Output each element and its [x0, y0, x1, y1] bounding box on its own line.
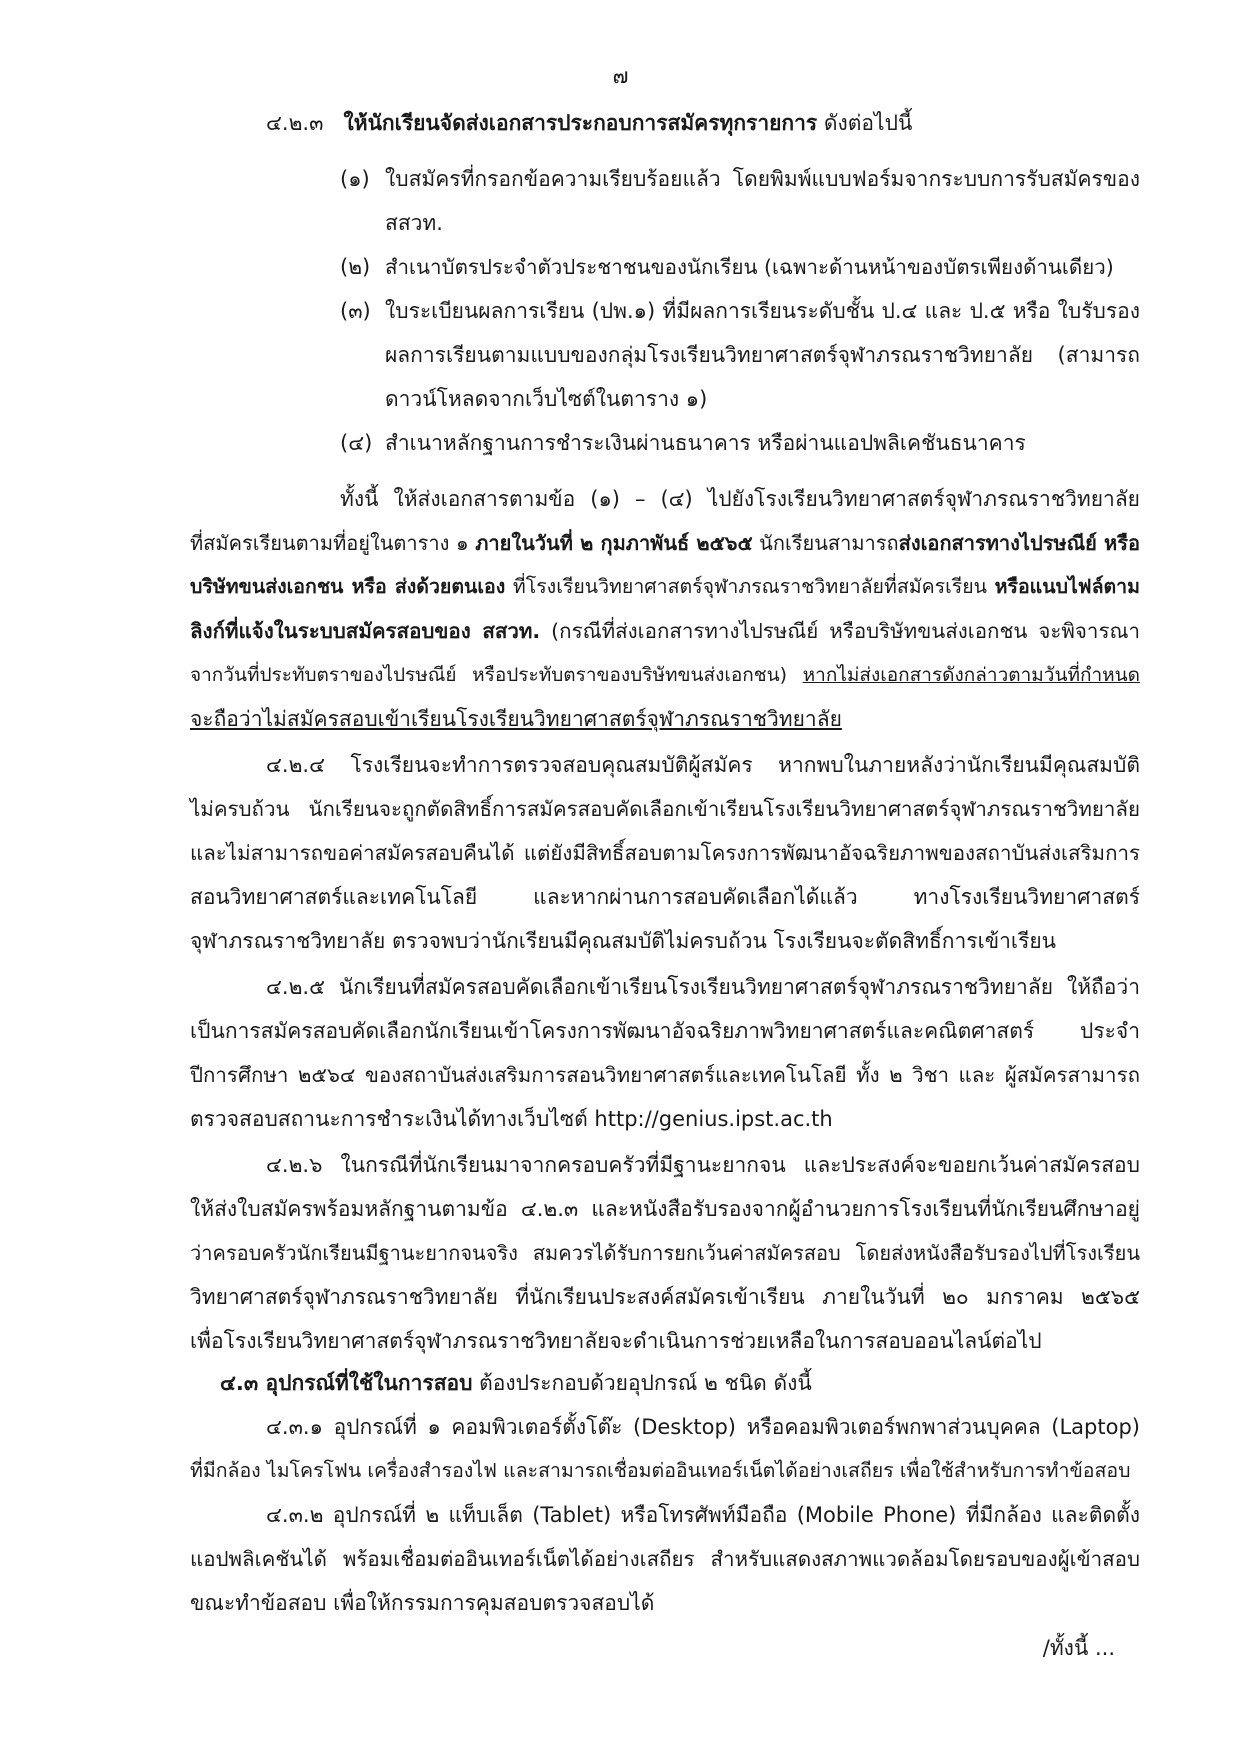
list-item-text: สสวท.	[385, 211, 443, 235]
attach-bold: หรือแนบไฟล์ตาม	[994, 575, 1140, 598]
section-4-2-6-line: วิทยาศาสตร์จุฬาภรณราชวิทยาลัย ที่นักเรียนประสงค์สมัครเข้าเรียน ภายในวันที่ ๒๐ มกราคม ๒๕๖๕	[190, 1285, 1140, 1309]
list-item-text: ดาวน์โหลดจากเว็บไซต์ในตาราง ๑)	[385, 387, 708, 411]
section-4-2-4-line: และไม่สามารถขอค่าสมัครสอบคืนได้ แต่ยังมีสิทธิ์สอบตามโครงการพัฒนาอัจฉริยภาพของสถาบันส่งเสริมการ	[190, 841, 1140, 865]
list-item-text: สำเนาหลักฐานการชำระเงินผ่านธนาคาร หรือผ่านแอปพลิเคชันธนาคาร	[385, 431, 1026, 455]
section-4-2-6-line: ให้ส่งใบสมัครพร้อมหลักฐานตามข้อ ๔.๒.๓ และหนังสือรับรองจากผู้อำนวยการโรงเรียนที่นักเรียนศึกษาอยู่	[190, 1197, 1140, 1221]
section-4-2-4-line: ไม่ครบถ้วน นักเรียนจะถูกตัดสิทธิ์การสมัครสอบคัดเลือกเข้าเรียนโรงเรียนวิทยาศาสตร์จุฬาภรณราชวิทยาลัย	[190, 797, 1140, 821]
paragraph-line	[190, 704, 842, 734]
paragraph-line	[190, 528, 1140, 558]
list-item-number: (๔)	[340, 431, 373, 455]
section-4-3-2-line: ๔.๓.๒ อุปกรณ์ที่ ๒ แท็บเล็ต (Tablet) หรือโทรศัพท์มือถือ (Mobile Phone) ที่มีกล้อง และติดตั้ง	[266, 1503, 1140, 1527]
list-item-number: (๒)	[340, 255, 371, 279]
section-4-2-6-line: ๔.๒.๖ ในกรณีที่นักเรียนมาจากครอบครัวที่มีฐานะยากจน และประสงค์จะขอยกเว้นค่าสมัครสอบ	[266, 1153, 1140, 1177]
section-4-2-6-line: ว่าครอบครัวนักเรียนมีฐานะยากจนจริง สมควรได้รับการยกเว้นค่าสมัครสอบ โดยส่งหนังสือรับรองไปที่โรงเรียน	[190, 1241, 1140, 1265]
section-4-2-4-line: จุฬาภรณราชวิทยาลัย ตรวจพบว่านักเรียนมีคุณสมบัติไม่ครบถ้วน โรงเรียนจะตัดสิทธิ์การเข้าเรียน	[190, 929, 1057, 953]
text-run: ที่สมัครเรียนตามที่อยู่ในตาราง ๑	[190, 531, 469, 555]
section-number: ๔.๒.๓	[266, 111, 324, 135]
section-heading-tail: ต้องประกอบด้วยอุปกรณ์ ๒ ชนิด ดังนี้	[479, 1371, 812, 1395]
continuation-footer: /ทั้งนี้ ...	[1042, 1636, 1115, 1660]
section-4-2-4-line: ๔.๒.๔ โรงเรียนจะทำการตรวจสอบคุณสมบัติผู้สมัคร หากพบในภายหลังว่านักเรียนมีคุณสมบัติ	[266, 753, 1140, 777]
list-item-text: ผลการเรียนตามแบบของกลุ่มโรงเรียนวิทยาศาสตร์จุฬาภรณราชวิทยาลัย (สามารถ	[385, 343, 1140, 367]
paragraph-line	[190, 616, 1140, 646]
section-4-2-5-line: ตรวจสอบสถานะการชำระเงินได้ทางเว็บไซต์ http://genius.ipst.ac.th	[190, 1107, 833, 1131]
text-run: ที่โรงเรียนวิทยาศาสตร์จุฬาภรณราชวิทยาลัยที่สมัครเรียน	[512, 575, 987, 598]
text-run: (กรณีที่ส่งเอกสารทางไปรษณีย์ หรือบริษัทขนส่งเอกชน จะพิจารณา	[551, 619, 1140, 643]
section-4-2-5-line: ปีการศึกษา ๒๕๖๔ ของสถาบันส่งเสริมการสอนวิทยาศาสตร์และเทคโนโลยี ทั้ง ๒ วิชา และ ผู้สมัครสามารถ	[190, 1063, 1140, 1087]
list-item-text: สำเนาบัตรประจำตัวประชาชนของนักเรียน (เฉพาะด้านหน้าของบัตรเพียงด้านเดียว)	[385, 255, 1114, 279]
section-4-2-4-line: สอนวิทยาศาสตร์และเทคโนโลยี และหากผ่านการสอบคัดเลือกได้แล้ว ทางโรงเรียนวิทยาศาสตร์	[190, 885, 1140, 909]
text-run: นักเรียนสามารถ	[759, 531, 899, 555]
section-heading-bold: ให้นักเรียนจัดส่งเอกสารประกอบการสมัครทุกรายการ	[343, 111, 818, 135]
warning-underlined: หากไม่ส่งเอกสารดังกล่าวตามวันที่กำหนด	[802, 664, 1140, 686]
method-bold: ส่งเอกสารทางไปรษณีย์ หรือ	[898, 531, 1140, 555]
list-item-number: (๓)	[340, 299, 371, 323]
warning-underlined: จะถือว่าไม่สมัครสอบเข้าเรียนโรงเรียนวิทยาศาสตร์จุฬาภรณราชวิทยาลัย	[190, 707, 842, 731]
section-heading-bold: ๔.๓ อุปกรณ์ที่ใช้ในการสอบ	[220, 1371, 473, 1395]
section-4-3-1-line: ที่มีกล้อง ไมโครโฟน เครื่องสำรองไฟ และสามารถเชื่อมต่ออินเทอร์เน็ตได้อย่างเสถียร เพื่อใช้สำหรับการทำข้อสอบ	[190, 1459, 1131, 1482]
section-4-3-heading	[220, 1368, 812, 1398]
section-4-2-3-heading	[266, 108, 912, 138]
list-item-text: ใบระเบียนผลการเรียน (ปพ.๑) ที่มีผลการเรียนระดับชั้น ป.๔ และ ป.๕ หรือ ใบรับรอง	[385, 299, 1140, 323]
paragraph-line: ทั้งนี้ ให้ส่งเอกสารตามข้อ (๑) – (๔) ไปยังโรงเรียนวิทยาศาสตร์จุฬาภรณราชวิทยาลัย	[340, 487, 1140, 511]
section-4-3-1-line: ๔.๓.๑ อุปกรณ์ที่ ๑ คอมพิวเตอร์ตั้งโต๊ะ (Desktop) หรือคอมพิวเตอร์พกพาส่วนบุคคล (Laptop)	[266, 1415, 1140, 1439]
paragraph-line	[190, 572, 1140, 602]
deadline-bold: ภายในวันที่ ๒ กุมภาพันธ์ ๒๕๖๕	[475, 531, 753, 555]
section-4-2-5-line: เป็นการสมัครสอบคัดเลือกนักเรียนเข้าโครงการพัฒนาอัจฉริยภาพวิทยาศาสตร์และคณิตศาสตร์ ประจำ	[190, 1019, 1140, 1043]
method-bold: บริษัทขนส่งเอกชน หรือ ส่งด้วยตนเอง	[190, 575, 506, 598]
paragraph-line	[190, 660, 1140, 690]
text-run: จากวันที่ประทับตราของไปรษณีย์ หรือประทับตราของบริษัทขนส่งเอกชน)	[190, 664, 788, 686]
section-heading-tail: ดังต่อไปนี้	[823, 111, 913, 135]
section-4-2-5-line: ๔.๒.๕ นักเรียนที่สมัครสอบคัดเลือกเข้าเรียนโรงเรียนวิทยาศาสตร์จุฬาภรณราชวิทยาลัย ให้ถือว่า	[266, 975, 1140, 999]
list-item-text: ใบสมัครที่กรอกข้อความเรียบร้อยแล้ว โดยพิมพ์แบบฟอร์มจากระบบการรับสมัครของ	[385, 167, 1140, 191]
section-4-3-2-line: ขณะทำข้อสอบ เพื่อให้กรรมการคุมสอบตรวจสอบได้	[190, 1591, 655, 1615]
section-4-2-6-line: เพื่อโรงเรียนวิทยาศาสตร์จุฬาภรณราชวิทยาลัยจะดำเนินการช่วยเหลือในการสอบออนไลน์ต่อไป	[190, 1329, 1042, 1353]
page-number: ๗	[612, 64, 629, 88]
list-item-number: (๑)	[340, 167, 370, 191]
section-4-3-2-line: แอปพลิเคชันได้ พร้อมเชื่อมต่ออินเทอร์เน็ตได้อย่างเสถียร สำหรับแสดงสภาพแวดล้อมโดยรอบของผู้เข้าสอบ	[190, 1547, 1140, 1571]
link-note-bold: ลิงก์ที่แจ้งในระบบสมัครสอบของ สสวท.	[190, 619, 541, 643]
